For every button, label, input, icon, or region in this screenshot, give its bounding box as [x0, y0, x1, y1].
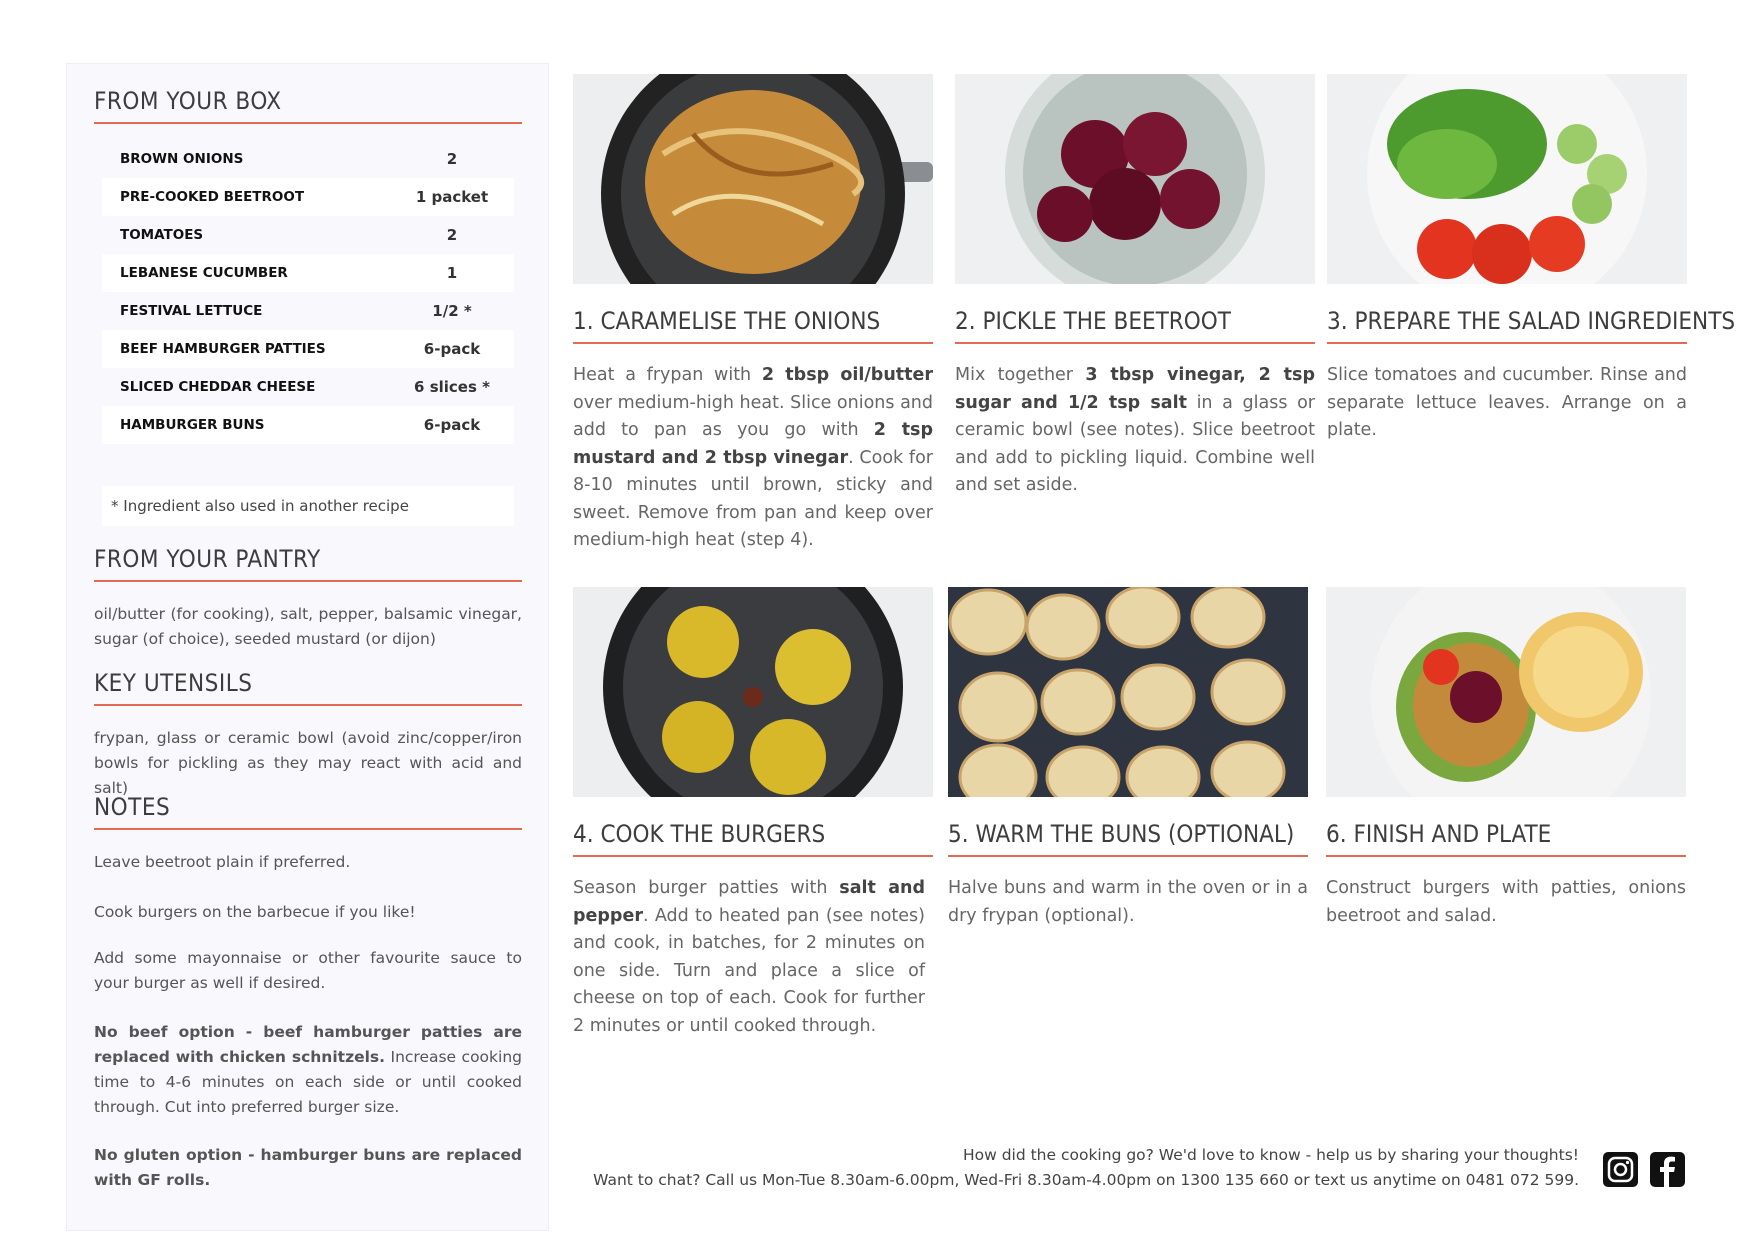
frypan-onions-illustration — [573, 74, 933, 284]
step-3-title: 3. PREPARE THE SALAD INGREDIENTS — [1327, 306, 1687, 344]
ingredient-qty: 6-pack — [423, 340, 481, 358]
ingredient-name: BEEF HAMBURGER PATTIES — [120, 341, 326, 357]
ingredient-row — [102, 406, 514, 444]
step-6-photo — [1326, 587, 1686, 797]
ingredient-name: FESTIVAL LETTUCE — [120, 303, 263, 319]
utensils-section-title: KEY UTENSILS — [94, 668, 522, 706]
step-3-photo — [1327, 74, 1687, 284]
step-text: Mix together — [955, 365, 1086, 385]
step-1-body — [573, 362, 933, 555]
note-5 — [94, 1143, 522, 1193]
ingredient-row — [102, 292, 514, 330]
step-4-body — [573, 875, 925, 1040]
ingredient-name: HAMBURGER BUNS — [120, 417, 265, 433]
ingredient-qty: 6 slices * — [414, 378, 490, 396]
step-6 — [1326, 587, 1686, 930]
note-4-bold: No beef option - beef hamburger patties are replaced with chicken schnitzels. — [94, 1023, 522, 1066]
step-3 — [1327, 74, 1736, 445]
step-text: over medium-high heat. Slice onions and add to pan as you go with — [573, 392, 933, 440]
ingredient-qty: 6-pack — [423, 416, 481, 434]
beetroot-bowl-illustration — [955, 74, 1315, 284]
step-text-bold: 2 tsp mustard and 2 tbsp vinegar — [573, 420, 933, 468]
step-5-title: 5. WARM THE BUNS (OPTIONAL) — [948, 819, 1308, 857]
notes-section-title: NOTES — [94, 792, 522, 830]
step-4 — [573, 587, 933, 1040]
ingredient-name: TOMATOES — [120, 227, 204, 243]
facebook-icon[interactable] — [1650, 1152, 1685, 1187]
note-5-bold: No gluten option - hamburger buns are replaced with GF rolls. — [94, 1146, 522, 1189]
ingredients-table — [102, 140, 514, 444]
step-text: Heat a frypan with — [573, 365, 762, 385]
step-5-body — [948, 875, 1308, 930]
note-4 — [94, 1020, 522, 1120]
step-5-photo — [948, 587, 1308, 797]
ingredient-qty: 2 — [446, 226, 458, 244]
step-4-photo — [573, 587, 933, 797]
pantry-section-title: FROM YOUR PANTRY — [94, 544, 522, 582]
ingredient-row — [102, 368, 514, 406]
step-text: in a glass or ceramic bowl (see notes). Slice beetroot and add to pickling liquid. Combine well and set aside. — [955, 392, 1315, 495]
step-text: Halve buns and warm in the oven or in a dry frypan (optional). — [948, 878, 1308, 926]
ingredient-row — [102, 216, 514, 254]
frypan-burgers-illustration — [573, 587, 933, 797]
step-text: . Cook for 8-10 minutes until brown, sticky and sweet. Remove from pan and keep over medium-high heat (step 4). — [573, 447, 933, 550]
ingredient-qty: 1 packet — [415, 188, 489, 206]
ingredient-name: SLICED CHEDDAR CHEESE — [120, 379, 316, 395]
ingredient-qty: 1/2 * — [432, 302, 472, 320]
ingredient-qty: 1 — [446, 264, 458, 282]
step-6-title: 6. FINISH AND PLATE — [1326, 819, 1686, 857]
ingredient-row — [102, 178, 514, 216]
ingredient-row — [102, 330, 514, 368]
step-2-title: 2. PICKLE THE BEETROOT — [955, 306, 1315, 344]
salad-plate-illustration — [1327, 74, 1687, 284]
step-text: Construct burgers with patties, onions beetroot and salad. — [1326, 878, 1686, 926]
step-1-photo — [573, 74, 933, 284]
note-2: Cook burgers on the barbecue if you like! — [94, 903, 416, 921]
pantry-text: oil/butter (for cooking), salt, pepper, balsamic vinegar, sugar (of choice), seeded mustard (or dijon) — [94, 605, 522, 648]
feedback-line: How did the cooking go? We'd love to know - help us by sharing your thoughts! — [962, 1146, 1579, 1164]
ingredient-row — [102, 254, 514, 292]
step-1 — [573, 74, 933, 555]
step-text: . Add to heated pan (see notes) and cook, in batches, for 2 minutes on one side. Turn and place a slice of cheese on top of each. Cook for further 2 minutes or until cooked through. — [573, 905, 925, 1036]
box-section-title: FROM YOUR BOX — [94, 86, 522, 124]
step-6-body — [1326, 875, 1686, 930]
step-2-photo — [955, 74, 1315, 284]
step-text-bold: salt and pepper — [573, 878, 925, 926]
step-2 — [955, 74, 1315, 500]
contact-line: Want to chat? Call us Mon-Tue 8.30am-6.00pm, Wed-Fri 8.30am-4.00pm on 1300 135 660 or text us anytime on 0481 072 599. — [593, 1171, 1579, 1189]
social-links — [1603, 1152, 1685, 1187]
step-2-body — [955, 362, 1315, 500]
step-3-body — [1327, 362, 1687, 445]
note-3: Add some mayonnaise or other favourite sauce to your burger as well if desired. — [94, 949, 522, 992]
feedback-footer — [593, 1143, 1579, 1193]
step-text-bold: 3 tbsp vinegar, 2 tsp sugar and 1/2 tsp salt — [955, 365, 1315, 413]
step-4-title: 4. COOK THE BURGERS — [573, 819, 933, 857]
buns-tray-illustration — [948, 587, 1308, 797]
ingredients-sidebar — [66, 63, 549, 1231]
ingredient-name: BROWN ONIONS — [120, 151, 244, 167]
ingredient-row — [102, 140, 514, 178]
burger-plate-illustration — [1326, 587, 1686, 797]
note-1: Leave beetroot plain if preferred. — [94, 853, 351, 871]
instagram-icon[interactable] — [1603, 1152, 1638, 1187]
step-text: Slice tomatoes and cucumber. Rinse and separate lettuce leaves. Arrange on a plate. — [1327, 365, 1687, 440]
step-1-title: 1. CARAMELISE THE ONIONS — [573, 306, 933, 344]
ingredient-qty: 2 — [446, 150, 458, 168]
ingredient-footnote: * Ingredient also used in another recipe — [102, 486, 514, 526]
ingredient-name: LEBANESE CUCUMBER — [120, 265, 288, 281]
ingredient-name: PRE-COOKED BEETROOT — [120, 189, 305, 205]
step-text-bold: 2 tbsp oil/butter — [761, 365, 934, 385]
step-5 — [948, 587, 1308, 930]
utensils-text: frypan, glass or ceramic bowl (avoid zinc/copper/iron bowls for pickling as they may react with acid and salt) — [94, 729, 522, 797]
step-text: Season burger patties with — [573, 878, 840, 898]
note-4-rest: Increase cooking time to 4-6 minutes on each side or until cooked through. Cut into preferred burger size. — [94, 1048, 522, 1116]
